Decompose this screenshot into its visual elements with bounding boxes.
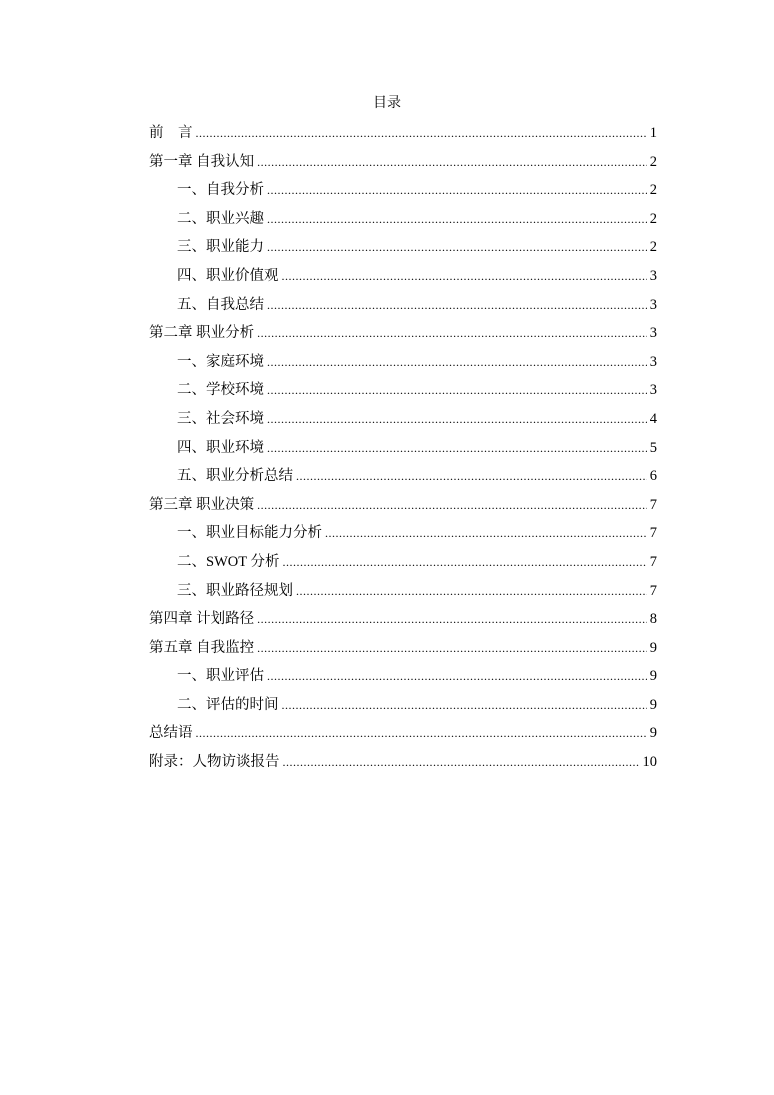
toc-entry-page: 3 — [649, 382, 657, 399]
toc-entry-label: 二、评估的时间 — [177, 696, 279, 713]
dot-leader — [282, 691, 648, 720]
toc-entry[interactable] — [149, 405, 657, 434]
toc-entry-page: 3 — [649, 325, 657, 342]
toc-entry[interactable] — [149, 662, 657, 691]
dot-leader — [267, 291, 647, 320]
toc-entry[interactable] — [149, 148, 657, 177]
toc-list — [149, 119, 657, 777]
toc-entry[interactable] — [149, 491, 657, 520]
toc-entry-page: 9 — [649, 668, 657, 685]
dot-leader — [257, 148, 647, 177]
dot-leader — [267, 176, 647, 205]
toc-entry[interactable] — [149, 748, 657, 777]
toc-entry-label: 二、学校环境 — [177, 382, 264, 399]
toc-entry[interactable] — [149, 262, 657, 291]
toc-entry[interactable] — [149, 519, 657, 548]
toc-entry[interactable] — [149, 233, 657, 262]
toc-entry-label: 三、职业能力 — [177, 239, 264, 256]
toc-entry-page: 2 — [649, 153, 657, 170]
toc-entry[interactable] — [149, 348, 657, 377]
toc-entry-label: 一、家庭环境 — [177, 353, 264, 370]
toc-entry-page: 8 — [649, 611, 657, 628]
toc-entry-label: 四、职业环境 — [177, 439, 264, 456]
toc-entry-label: 五、自我总结 — [177, 296, 264, 313]
toc-entry-label: 二、职业兴趣 — [177, 210, 264, 227]
dot-leader — [296, 577, 647, 606]
toc-entry-page: 5 — [649, 439, 657, 456]
dot-leader — [267, 348, 647, 377]
toc-entry-page: 1 — [649, 125, 657, 141]
toc-entry-page: 3 — [649, 296, 657, 313]
dot-leader — [196, 719, 648, 748]
toc-entry-page: 4 — [649, 410, 657, 427]
toc-entry[interactable] — [149, 376, 657, 405]
toc-entry-page: 2 — [649, 210, 657, 227]
toc-entry-label: 一、职业目标能力分析 — [177, 525, 322, 542]
dot-leader — [267, 205, 647, 234]
dot-leader — [257, 634, 647, 663]
toc-entry[interactable] — [149, 462, 657, 491]
toc-entry-label: 总结语 — [149, 725, 193, 742]
toc-entry[interactable] — [149, 434, 657, 463]
toc-entry-page: 7 — [649, 525, 657, 542]
toc-entry-page: 3 — [649, 353, 657, 370]
dot-leader — [325, 519, 647, 548]
toc-entry-label: 一、职业评估 — [177, 668, 264, 685]
toc-entry-page: 9 — [649, 696, 657, 713]
toc-entry-page: 7 — [649, 553, 657, 570]
dot-leader — [296, 462, 647, 491]
toc-entry-label: 三、职业路径规划 — [177, 582, 293, 599]
dot-leader — [267, 662, 647, 691]
dot-leader — [267, 434, 647, 463]
toc-entry[interactable] — [149, 205, 657, 234]
toc-entry-label: 四、职业价值观 — [177, 267, 279, 284]
toc-entry-label: 二、SWOT 分析 — [177, 553, 280, 570]
toc-entry-label: 前 言 — [149, 125, 193, 141]
toc-entry-label: 附录：人物访谈报告 — [149, 754, 280, 771]
toc-entry[interactable] — [149, 605, 657, 634]
toc-entry-page: 9 — [649, 639, 657, 656]
dot-leader — [267, 405, 647, 434]
toc-entry-label: 第三章 职业决策 — [149, 496, 255, 513]
toc-entry-page: 7 — [649, 496, 657, 513]
dot-leader — [257, 605, 647, 634]
toc-entry[interactable] — [149, 291, 657, 320]
dot-leader — [282, 262, 648, 291]
toc-entry-label: 第四章 计划路径 — [149, 611, 255, 628]
toc-entry-label: 第五章 自我监控 — [149, 639, 255, 656]
toc-entry-page: 6 — [649, 468, 657, 485]
dot-leader — [267, 376, 647, 405]
toc-entry-label: 第一章 自我认知 — [149, 153, 255, 170]
toc-entry-page: 10 — [642, 754, 657, 771]
toc-entry[interactable] — [149, 719, 657, 748]
toc-entry-label: 三、社会环境 — [177, 410, 264, 427]
toc-entry[interactable] — [149, 691, 657, 720]
dot-leader — [282, 548, 647, 577]
toc-title: 目录 — [373, 96, 401, 111]
toc-entry[interactable] — [149, 119, 657, 148]
toc-entry-label: 一、自我分析 — [177, 182, 264, 199]
toc-entry-page: 3 — [649, 267, 657, 284]
toc-entry-page: 9 — [649, 725, 657, 742]
dot-leader — [257, 319, 647, 348]
dot-leader — [267, 233, 647, 262]
toc-entry-page: 2 — [649, 182, 657, 199]
toc-entry[interactable] — [149, 548, 657, 577]
toc-entry[interactable] — [149, 176, 657, 205]
toc-entry[interactable] — [149, 634, 657, 663]
toc-entry[interactable] — [149, 577, 657, 606]
toc-entry-label: 五、职业分析总结 — [177, 468, 293, 485]
toc-entry[interactable] — [149, 319, 657, 348]
toc-entry-label: 第二章 职业分析 — [149, 325, 255, 342]
dot-leader — [283, 748, 640, 777]
dot-leader — [196, 119, 648, 148]
toc-entry-page: 7 — [649, 582, 657, 599]
dot-leader — [257, 491, 647, 520]
toc-entry-page: 2 — [649, 239, 657, 256]
